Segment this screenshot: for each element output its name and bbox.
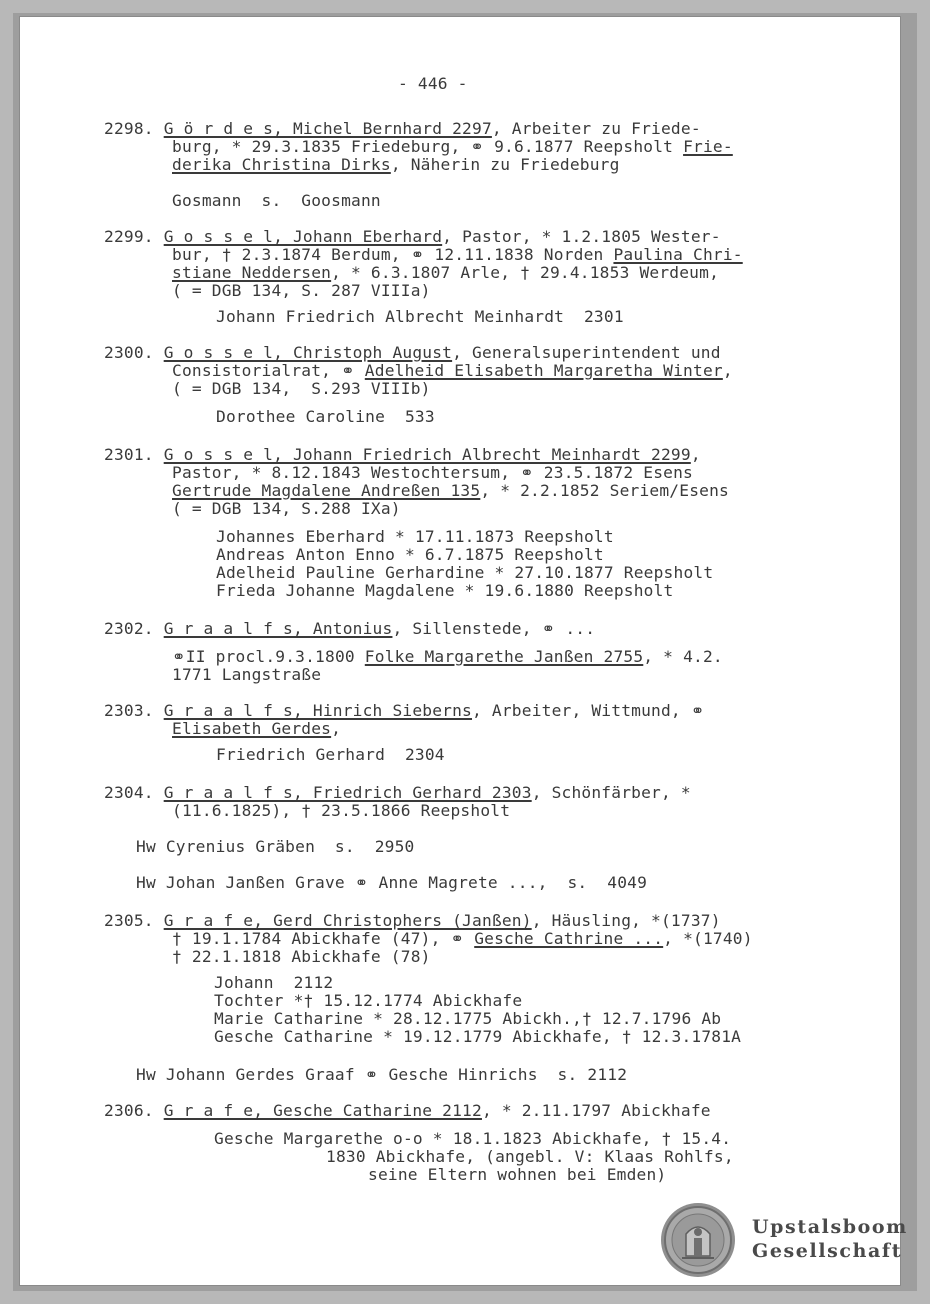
- line-text: Gesche Catharine * 19.12.1779 Abickhafe, † 12.3.1781A: [214, 1027, 742, 1046]
- text-line: [172, 930, 753, 948]
- text-line: [326, 1148, 734, 1166]
- text-line: [216, 528, 614, 546]
- underlined-name: Gertrude Magdalene Andreßen 135: [172, 481, 481, 500]
- line-text: bur, † 2.3.1874 Berdum, ⚭ 12.11.1838 Norden: [172, 245, 614, 264]
- line-text: ( = DGB 134, S. 287 VIIIa): [172, 281, 431, 300]
- text-line: [214, 1010, 721, 1028]
- text-line: [172, 282, 431, 300]
- line-text: Pastor, * 8.12.1843 Westochtersum, ⚭ 23.5.1872 Esens: [172, 463, 693, 482]
- underlined-name: G o s s e l, Christoph August: [163, 343, 453, 362]
- line-text: † 19.1.1784 Abickhafe (47), ⚭: [172, 929, 475, 948]
- text-line: [172, 264, 719, 282]
- text-line: [216, 308, 624, 326]
- line-text: Gosmann s. Goosmann: [172, 191, 381, 210]
- line-text: , Häusling, *(1737): [531, 911, 721, 930]
- underlined-name: G r a f e, Gesche Catharine 2112: [163, 1101, 482, 1120]
- logo-line-1: Upstalsboom: [752, 1216, 908, 1238]
- line-text: , *(1740): [663, 929, 753, 948]
- underlined-name: Folke Margarethe Janßen 2755: [364, 647, 644, 666]
- line-text: 1830 Abickhafe, (angebl. V: Klaas Rohlfs,: [326, 1147, 734, 1166]
- text-line: [172, 482, 729, 500]
- line-text: Dorothee Caroline 533: [216, 407, 435, 426]
- text-line: [216, 546, 604, 564]
- line-text: Johannes Eberhard * 17.11.1873 Reepsholt: [216, 527, 614, 546]
- text-line: [172, 802, 510, 820]
- text-line: [172, 500, 401, 518]
- line-text: , Pastor, * 1.2.1805 Wester-: [442, 227, 721, 246]
- text-line: [104, 446, 701, 464]
- underlined-name: G r a a l f s, Friedrich Gerhard 2303: [163, 783, 532, 802]
- line-text: Hw Cyrenius Gräben s. 2950: [136, 837, 415, 856]
- underlined-name: Gesche Cathrine ...: [474, 929, 664, 948]
- line-text: , Arbeiter, Wittmund, ⚭: [472, 701, 705, 720]
- underlined-name: G r a a l f s, Hinrich Sieberns: [163, 701, 473, 720]
- line-text: Tochter *† 15.12.1774 Abickhafe: [214, 991, 523, 1010]
- line-text: 2298.: [104, 119, 164, 138]
- line-text: ,: [690, 445, 701, 464]
- underlined-name: G ö r d e s, Michel Bernhard 2297: [163, 119, 492, 138]
- line-text: 2299.: [104, 227, 164, 246]
- text-line: [368, 1166, 666, 1184]
- text-line: [172, 648, 723, 666]
- line-text: , Näherin zu Friedeburg: [390, 155, 620, 174]
- line-text: 2302.: [104, 619, 164, 638]
- text-line: [216, 408, 435, 426]
- text-line: [104, 620, 595, 638]
- line-text: , Arbeiter zu Friede-: [491, 119, 701, 138]
- page-number: - 446 -: [398, 74, 468, 93]
- underlined-name: stiane Neddersen: [172, 263, 332, 282]
- underlined-name: derika Christina Dirks: [172, 155, 391, 174]
- line-text: , * 6.3.1807 Arle, † 29.4.1853 Werdeum,: [331, 263, 720, 282]
- line-text: Andreas Anton Enno * 6.7.1875 Reepsholt: [216, 545, 604, 564]
- line-text: ( = DGB 134, S.288 IXa): [172, 499, 401, 518]
- line-text: Hw Johan Janßen Grave ⚭ Anne Magrete ..., s. 4049: [136, 873, 648, 892]
- text-line: [214, 992, 522, 1010]
- seal-logo-icon: [660, 1202, 736, 1278]
- underlined-name: Adelheid Elisabeth Margaretha Winter: [364, 361, 723, 380]
- line-text: , * 2.11.1797 Abickhafe: [481, 1101, 711, 1120]
- text-line: [172, 948, 431, 966]
- text-line: [136, 874, 647, 892]
- text-line: [172, 246, 743, 264]
- line-text: , * 2.2.1852 Seriem/Esens: [480, 481, 729, 500]
- line-text: , Schönfärber, *: [531, 783, 691, 802]
- line-text: ( = DGB 134, S.293 VIIIb): [172, 379, 431, 398]
- line-text: ,: [331, 719, 342, 738]
- line-text: 1771 Langstraße: [172, 665, 322, 684]
- text-line: [104, 1102, 711, 1120]
- text-line: [104, 344, 721, 362]
- underlined-name: Elisabeth Gerdes: [172, 719, 332, 738]
- line-text: † 22.1.1818 Abickhafe (78): [172, 947, 431, 966]
- text-line: [172, 720, 341, 738]
- text-line: [216, 746, 445, 764]
- text-line: [172, 380, 431, 398]
- line-text: Gesche Margarethe o-o * 18.1.1823 Abickhafe, † 15.4.: [214, 1129, 732, 1148]
- line-text: ,: [722, 361, 733, 380]
- logo-line-2: Gesellschaft: [752, 1240, 903, 1262]
- line-text: ⚭II procl.9.3.1800: [172, 647, 365, 666]
- text-line: [214, 1130, 731, 1148]
- text-line: [104, 702, 705, 720]
- text-line: [172, 138, 733, 156]
- text-line: [172, 464, 693, 482]
- text-line: [216, 582, 674, 600]
- underlined-name: Frie-: [683, 137, 733, 156]
- underlined-name: Paulina Chri-: [613, 245, 743, 264]
- line-text: 2301.: [104, 445, 164, 464]
- line-text: seine Eltern wohnen bei Emden): [368, 1165, 667, 1184]
- underlined-name: G r a f e, Gerd Christophers (Janßen): [163, 911, 532, 930]
- line-text: (11.6.1825), † 23.5.1866 Reepsholt: [172, 801, 511, 820]
- line-text: Consistorialrat, ⚭: [172, 361, 365, 380]
- text-line: [172, 156, 620, 174]
- underlined-name: G o s s e l, Johann Friedrich Albrecht Meinhardt 2299: [163, 445, 691, 464]
- text-line: [172, 362, 733, 380]
- line-text: , Generalsuperintendent und: [452, 343, 721, 362]
- text-line: [214, 1028, 741, 1046]
- line-text: Frieda Johanne Magdalene * 19.6.1880 Reepsholt: [216, 581, 674, 600]
- text-line: [214, 974, 333, 992]
- text-line: [216, 564, 713, 582]
- line-text: Hw Johann Gerdes Graaf ⚭ Gesche Hinrichs s. 2112: [136, 1065, 628, 1084]
- line-text: , * 4.2.: [643, 647, 723, 666]
- line-text: Marie Catharine * 28.12.1775 Abickh.,† 12.7.1796 Ab: [214, 1009, 722, 1028]
- line-text: burg, * 29.3.1835 Friedeburg, ⚭ 9.6.1877 Reepsholt: [172, 137, 684, 156]
- line-text: 2300.: [104, 343, 164, 362]
- text-line: [104, 120, 701, 138]
- line-text: Johann 2112: [214, 973, 334, 992]
- line-text: 2304.: [104, 783, 164, 802]
- text-line: [104, 912, 721, 930]
- line-text: 2303.: [104, 701, 164, 720]
- text-line: [136, 1066, 627, 1084]
- underlined-name: G o s s e l, Johann Eberhard: [163, 227, 443, 246]
- line-text: Friedrich Gerhard 2304: [216, 745, 445, 764]
- line-text: , Sillenstede, ⚭ ...: [392, 619, 596, 638]
- underlined-name: G r a a l f s, Antonius: [163, 619, 393, 638]
- line-text: 2305.: [104, 911, 164, 930]
- line-text: 2306.: [104, 1101, 164, 1120]
- text-line: [172, 666, 321, 684]
- text-line: [172, 192, 381, 210]
- line-text: Adelheid Pauline Gerhardine * 27.10.1877 Reepsholt: [216, 563, 714, 582]
- text-line: [104, 784, 691, 802]
- text-line: [104, 228, 721, 246]
- text-line: [136, 838, 414, 856]
- line-text: Johann Friedrich Albrecht Meinhardt 2301: [216, 307, 624, 326]
